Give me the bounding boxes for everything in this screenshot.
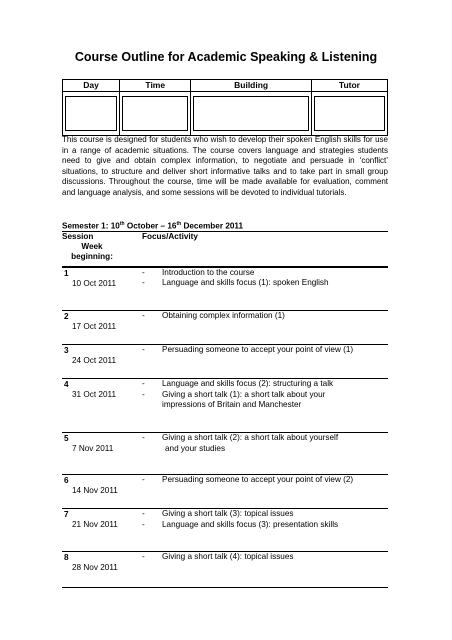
focus-cell [142,311,388,345]
session-number: 2 [64,312,69,321]
header-tutor: Tutor [311,80,387,92]
focus-cell [142,552,388,588]
session-cell [62,475,142,509]
activity-text: Persuading someone to accept your point of view (2) [162,475,354,484]
session-cell [62,509,142,552]
session-row [62,345,388,379]
activity-item [142,400,388,411]
focus-cell [142,475,388,509]
week-date: 10 Oct 2011 [72,278,116,288]
session-row [62,379,388,433]
activity-text: Introduction to the course [162,267,255,277]
page-title: Course Outline for Academic Speaking & Listening [74,50,378,64]
session-number: 5 [64,434,69,443]
session-number: 7 [64,510,69,519]
session-row [62,552,388,588]
activity-item: - Giving a short talk (3): topical issues [142,509,294,518]
activity-item: - Language and skills focus (3): presentation skills [142,519,339,529]
activity-item: - Language and skills focus (1): spoken English [142,278,329,287]
activity-text: Giving a short talk (1): a short talk about your [162,389,326,399]
activity-text: Language and skills focus (1): spoken English [162,278,329,287]
focus-cell [142,267,388,311]
session-cell [62,311,142,345]
activity-text: Language and skills focus (3): presentation skills [162,519,339,529]
header-time: Time [120,80,191,92]
intro-paragraph: This course is designed for students who wish to develop their spoken English skills for use in a range of academic situations. The course covers language and strategies students need to give and obtain complex information, to negotiate and persuade in ‘conflict’ situations, to structure and deliver short informative talks and to take part in small group discussions. Throughout the course, time will be made available for evaluation, comment and language analysis, and some sessions will be devoted to individual tutorials. [62,135,388,197]
activity-item [142,444,388,455]
session-number: 8 [64,553,69,562]
cell-time [120,92,191,136]
focus-cell [142,345,388,379]
activity-text: Obtaining complex information (1) [162,311,285,320]
cell-building [191,92,312,136]
activity-item: - Persuading someone to accept your point of view (1) [142,345,354,354]
session-header: Session Week beginning: [62,232,142,267]
header-building: Building [191,80,312,92]
focus-cell [142,379,388,433]
session-number: 1 [64,268,69,278]
session-number: 4 [64,380,69,389]
activity-text: Language and skills focus (2): structuring a talk [162,379,334,388]
session-row [62,509,388,552]
session-cell [62,433,142,475]
activity-item: - Persuading someone to accept your point of view (2) [142,475,354,484]
course-info-table [62,79,388,136]
session-number: 6 [64,476,69,485]
cell-day [63,92,120,136]
session-row [62,433,388,475]
week-date: 24 Oct 2011 [72,356,116,365]
focus-cell [142,433,388,475]
week-date: 17 Oct 2011 [72,322,116,331]
activity-item: - Introduction to the course [142,267,255,277]
semester-heading: Semester 1: 10th October – 16th December 2011 [62,221,244,231]
schedule-table [62,231,388,588]
activity-text: impressions of Britain and Manchester [162,400,302,409]
session-row [62,267,388,311]
activity-text: Persuading someone to accept your point of view (1) [162,345,354,354]
schedule-header-row [62,232,388,267]
activity-item: - Obtaining complex information (1) [142,311,285,320]
activity-text: Giving a short talk (4): topical issues [162,552,294,561]
session-cell [62,379,142,433]
activity-item: - Language and skills focus (2): structuring a talk [142,379,334,388]
activity-text: Giving a short talk (2): a short talk about yourself [162,433,339,442]
focus-header: Focus/Activity [142,232,388,267]
week-date: 31 Oct 2011 [72,390,116,399]
session-number: 3 [64,346,69,355]
week-date: 7 Nov 2011 [72,444,114,453]
activity-item: - Giving a short talk (2): a short talk about yourself [142,433,339,442]
focus-cell [142,509,388,552]
activity-item: - Giving a short talk (4): topical issues [142,552,294,561]
activity-text: Giving a short talk (3): topical issues [162,509,294,518]
week-date: 28 Nov 2011 [72,563,118,572]
activity-item: - Giving a short talk (1): a short talk about your [142,389,326,399]
header-day: Day [63,80,120,92]
session-cell [62,552,142,588]
week-date: 21 Nov 2011 [72,520,118,529]
session-cell [62,267,142,311]
session-cell [62,345,142,379]
week-date: 14 Nov 2011 [72,486,118,495]
cell-tutor [311,92,387,136]
activity-text: and your studies [165,443,226,453]
session-row [62,311,388,345]
session-row [62,475,388,509]
